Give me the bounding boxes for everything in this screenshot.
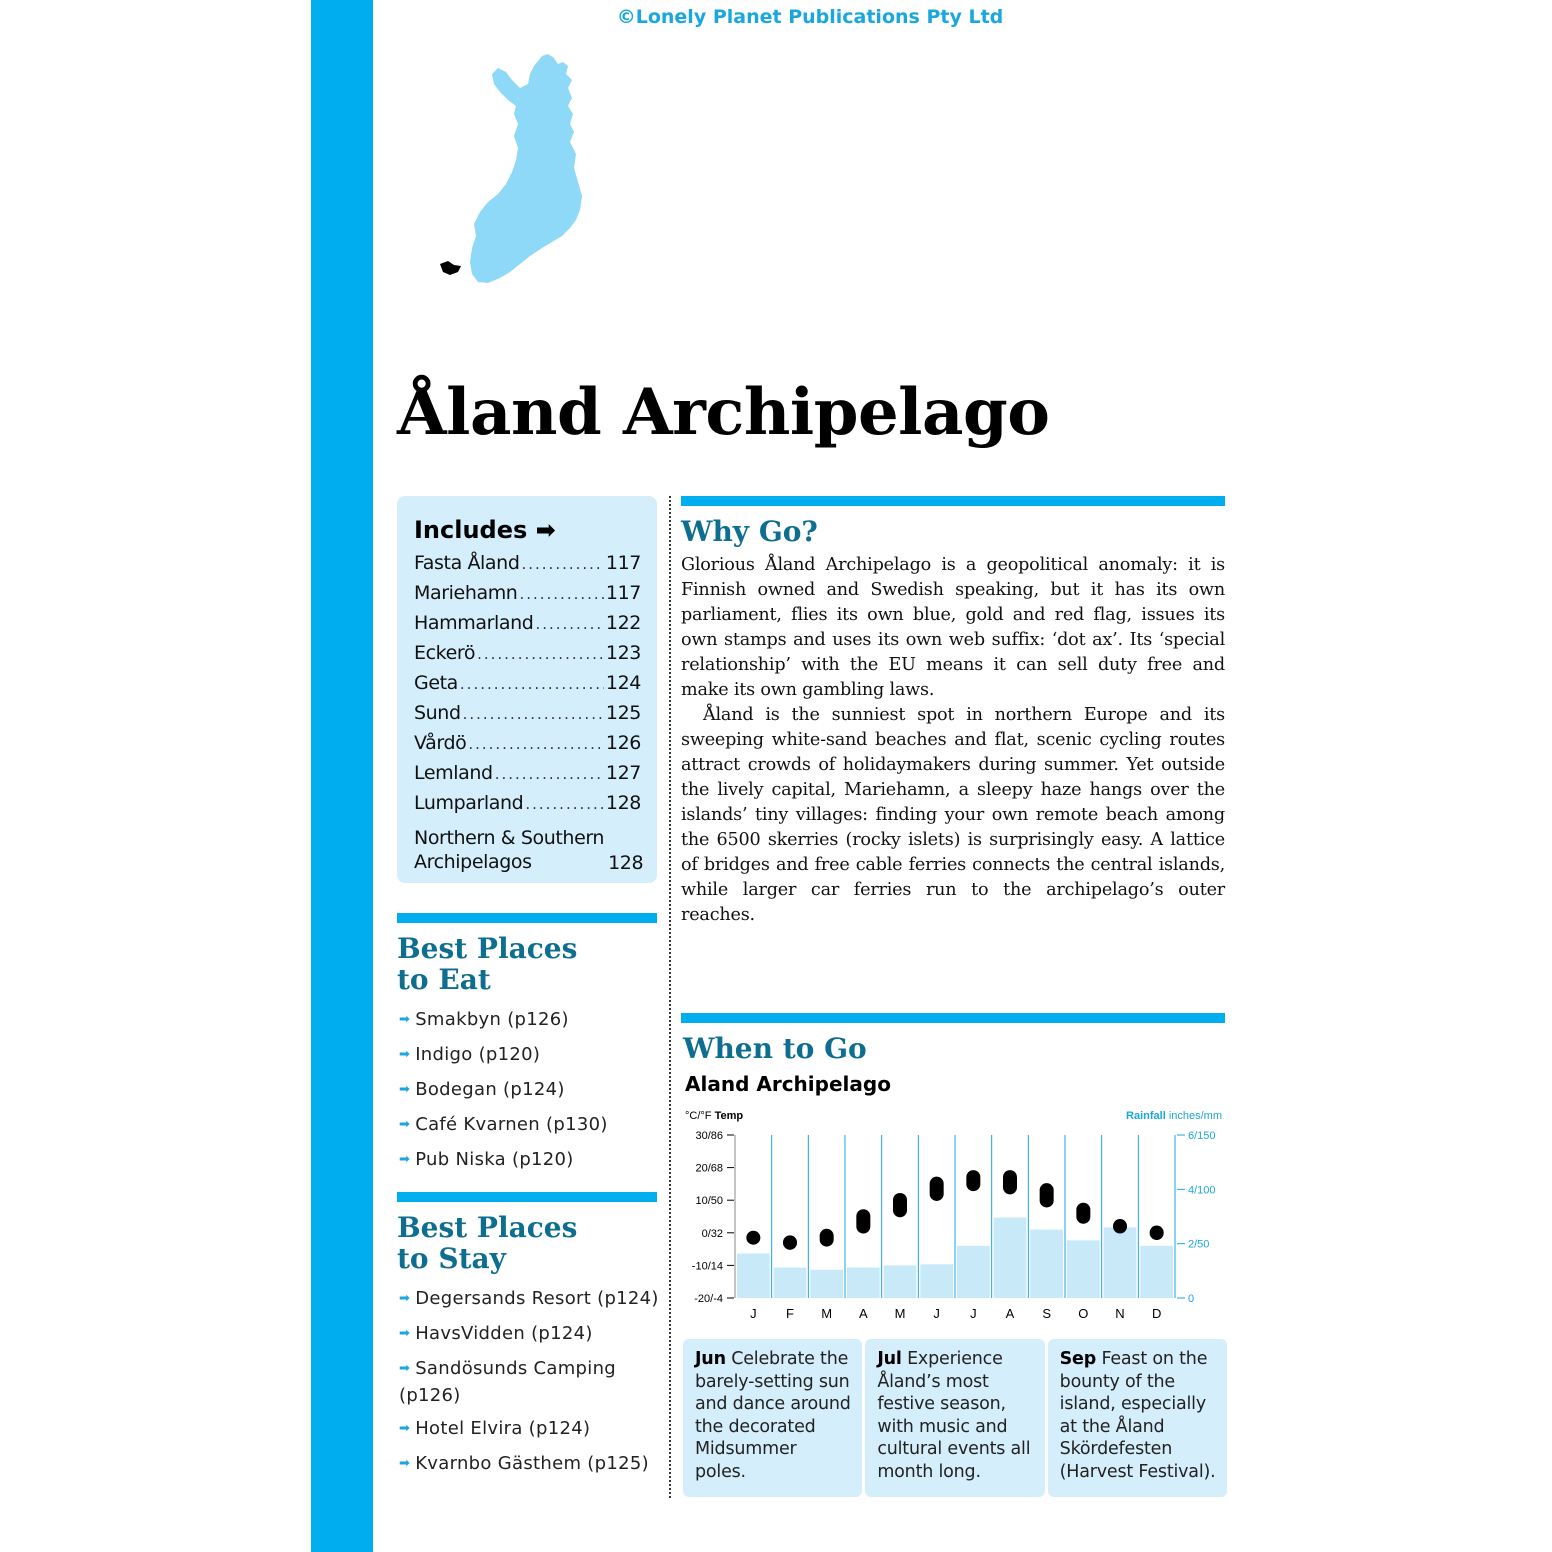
temperature-range-mark: [1040, 1183, 1054, 1207]
arrow-right-icon: ➡: [399, 1456, 411, 1471]
section-rule: [681, 496, 1225, 506]
list-item: ➡ HavsVidden (p124): [399, 1323, 593, 1344]
month-label: N: [1115, 1306, 1125, 1321]
month-card-jul: Jul Experience Åland’s most festive season, with music and cultural events all month long.: [865, 1339, 1044, 1497]
rainfall-bar: [1104, 1227, 1137, 1298]
arrow-right-icon: ➡: [399, 1291, 411, 1306]
list-item: ➡ Kvarnbo Gästhem (p125): [399, 1453, 649, 1474]
column-divider: [669, 496, 671, 1498]
includes-box: [397, 496, 657, 883]
month-label: O: [1078, 1306, 1089, 1321]
aland-islands-shape: [440, 261, 461, 275]
temperature-range-mark: [1150, 1226, 1164, 1241]
temperature-range-mark: [893, 1193, 907, 1217]
month-label: A: [858, 1306, 868, 1321]
when-to-go-heading: When to Go: [683, 1032, 867, 1065]
month-label: J: [933, 1306, 940, 1321]
arrow-right-icon: ➡: [399, 1012, 411, 1027]
rainfall-bar: [774, 1268, 807, 1298]
list-item: ➡ Pub Niska (p120): [399, 1149, 574, 1170]
best-stay-list: [399, 1286, 661, 1486]
temperature-range-mark: [930, 1177, 944, 1201]
left-tick-label: -20/-4: [694, 1293, 723, 1305]
left-axis-unit: °C/°F Temp: [685, 1110, 744, 1122]
temperature-range-mark: [856, 1209, 870, 1233]
left-tick-label: 30/86: [695, 1130, 723, 1142]
list-item: ➡ Smakbyn (p126): [399, 1009, 569, 1030]
climate-chart: [681, 1100, 1229, 1330]
arrow-right-icon: ➡: [399, 1326, 411, 1341]
includes-heading: Includes ➡: [414, 516, 556, 544]
list-item: Lumparland ..... 128: [414, 792, 641, 822]
right-tick-label: 2/50: [1188, 1238, 1210, 1251]
list-item: ➡ Café Kvarnen (p130): [399, 1114, 608, 1135]
rainfall-bar: [994, 1218, 1027, 1298]
month-label: A: [1005, 1306, 1015, 1321]
why-go-body: [681, 553, 1225, 928]
temperature-range-mark: [746, 1231, 760, 1245]
list-item: Lemland ..... 127: [414, 762, 641, 792]
month-label: J: [750, 1306, 757, 1321]
left-tick-label: 20/68: [695, 1162, 723, 1175]
best-stay-heading: Best Places to Stay: [397, 1211, 578, 1275]
list-item: ➡ Hotel Elvira (p124): [399, 1418, 591, 1439]
month-label: F: [786, 1306, 794, 1321]
list-item: Mariehamn ..... 117: [414, 582, 641, 612]
arrow-right-icon: ➡: [399, 1152, 411, 1167]
list-item: ➡ Degersands Resort (p124): [399, 1288, 659, 1309]
temperature-range-mark: [820, 1229, 834, 1247]
rainfall-bar: [1067, 1240, 1100, 1298]
rainfall-bar: [847, 1268, 880, 1298]
list-item: ➡ Bodegan (p124): [399, 1079, 565, 1100]
best-eat-heading: Best Places to Eat: [397, 932, 578, 996]
arrow-right-icon: ➡: [399, 1361, 411, 1376]
chart-title: Aland Archipelago: [685, 1072, 891, 1096]
rainfall-bar: [884, 1265, 917, 1298]
finland-shape: [470, 54, 582, 283]
section-rule: [397, 913, 657, 923]
paragraph: Glorious Åland Archipelago is a geopolitical anomaly: it is Finnish owned and Swedish speaking, but it has its own parliament, flies its own blue, gold and red flag, issues its own stamps and uses its own web suffix: ‘dot ax’. Its ‘special relationship’ with the EU means it can sell duty free and make its own gambling laws.: [681, 555, 1225, 700]
temperature-range-mark: [1113, 1219, 1127, 1234]
arrow-right-icon: ➡: [399, 1117, 411, 1132]
list-item: Vårdö ..... 126: [414, 732, 641, 762]
month-label: S: [1042, 1306, 1052, 1321]
rainfall-bar: [737, 1253, 770, 1298]
month-cards: [683, 1339, 1227, 1497]
arrow-right-icon: ➡: [399, 1421, 411, 1436]
arrow-right-icon: ➡: [399, 1082, 411, 1097]
left-tick-label: 10/50: [695, 1195, 723, 1208]
rainfall-bar: [957, 1246, 990, 1298]
month-label: M: [821, 1306, 833, 1321]
right-tick-label: 4/100: [1188, 1184, 1216, 1197]
right-axis-unit: Rainfall inches/mm: [1126, 1110, 1222, 1122]
list-item: ➡ Sandösunds Camping (p126): [399, 1358, 617, 1406]
best-eat-list: [399, 1007, 661, 1182]
right-tick-label: 6/150: [1188, 1130, 1216, 1142]
list-item: Hammarland ..... 122: [414, 612, 641, 642]
list-item: ➡ Indigo (p120): [399, 1044, 541, 1065]
finland-locator-map: [430, 50, 600, 290]
includes-list: [414, 552, 644, 874]
list-item: Geta ..... 124: [414, 672, 641, 702]
temperature-range-mark: [783, 1235, 797, 1250]
paragraph: Åland is the sunniest spot in northern Europe and its sweeping white-sand beaches and flat, scenic cycling routes attract crowds of holidaymakers during summer. Yet outside the lively capital, Mariehamn, a sleepy haze hangs over the islands’ tiny villages: finding your own remote beach among the 6500 skerries (rocky islets) is surprisingly easy. A lattice of bridges and free cable ferries connects the central islands, while larger car ferries run to the archipelago’s outer reaches.: [681, 705, 1225, 925]
right-tick-label: 0: [1188, 1293, 1195, 1305]
why-go-heading: Why Go?: [681, 515, 818, 548]
temperature-range-mark: [1003, 1170, 1017, 1194]
month-card-sep: Sep Feast on the bounty of the island, especially at the Åland Skördefesten (Harvest Festival).: [1048, 1339, 1227, 1497]
arrow-right-icon: ➡: [399, 1047, 411, 1062]
rainfall-bar: [810, 1270, 843, 1298]
month-label: J: [970, 1306, 977, 1321]
list-item: Fasta Åland ..... 117: [414, 552, 641, 582]
side-color-bar: [311, 0, 373, 1552]
section-rule: [397, 1192, 657, 1202]
rainfall-bar: [920, 1264, 953, 1298]
left-tick-label: -10/14: [691, 1260, 723, 1273]
section-rule: [681, 1013, 1225, 1023]
month-label: M: [894, 1306, 906, 1321]
list-item: Eckerö ..... 123: [414, 642, 641, 672]
rainfall-bar: [1030, 1230, 1063, 1298]
temperature-range-mark: [966, 1170, 980, 1191]
arrow-right-icon: ➡: [535, 516, 556, 544]
copyright-notice: ©Lonely Planet Publications Pty Ltd: [616, 6, 1004, 28]
rainfall-bar: [1140, 1246, 1173, 1298]
month-label: D: [1151, 1306, 1162, 1321]
left-tick-label: 0/32: [701, 1227, 723, 1240]
list-item: Sund ..... 125: [414, 702, 641, 732]
temperature-range-mark: [1076, 1203, 1090, 1224]
page-title: Åland Archipelago: [397, 375, 1050, 450]
list-item: Northern & Southern Archipelagos 128: [414, 827, 644, 874]
month-card-jun: Jun Celebrate the barely-setting sun and dance around the decorated Midsummer poles.: [683, 1339, 862, 1497]
